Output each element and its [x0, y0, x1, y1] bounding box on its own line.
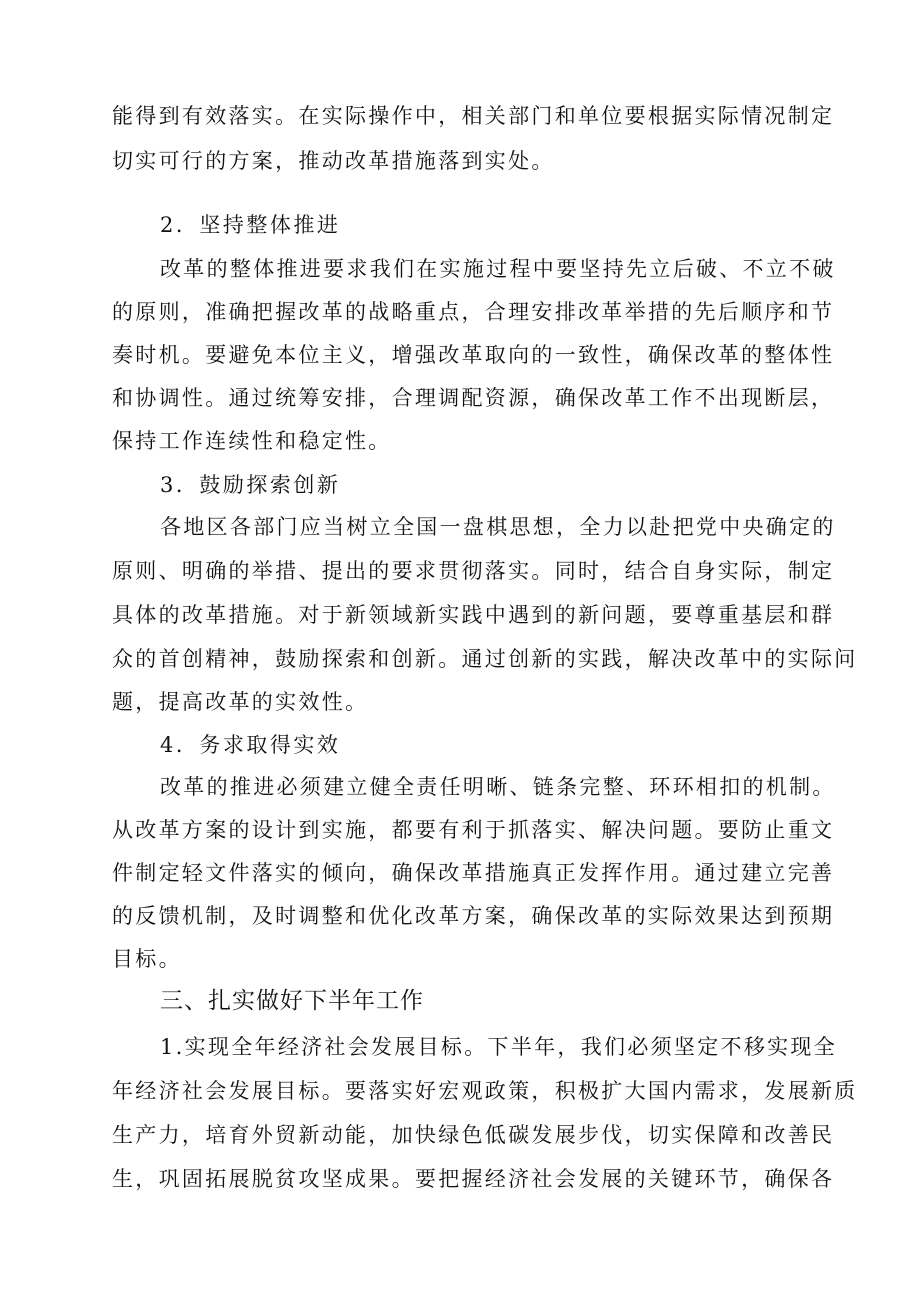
- paragraph-line: 奏时机。要避免本位主义，增强改革取向的一致性，确保改革的整体性: [112, 343, 835, 367]
- paragraph-line: 目标。: [112, 947, 182, 971]
- paragraph-line: 的反馈机制，及时调整和优化改革方案，确保改革的实际效果达到预期: [112, 904, 835, 928]
- subheading-3: 3．鼓励探索创新: [160, 473, 341, 497]
- paragraph-line: 件制定轻文件落实的倾向，确保改革措施真正发挥作用。通过建立完善: [112, 861, 835, 885]
- paragraph-line: 众的首创精神，鼓励探索和创新。通过创新的实践，解决改革中的实际问: [112, 647, 858, 671]
- paragraph-line: 年经济社会发展目标。要落实好宏观政策，积极扩大国内需求，发展新质: [112, 1079, 858, 1103]
- paragraph-line: 1.实现全年经济社会发展目标。下半年，我们必须坚定不移实现全: [160, 1035, 838, 1059]
- paragraph-line: 具体的改革措施。对于新领域新实践中遇到的新问题，要尊重基层和群: [112, 603, 835, 627]
- paragraph-line: 改革的整体推进要求我们在实施过程中要坚持先立后破、不立不破: [160, 257, 836, 281]
- paragraph-line: 和协调性。通过统筹安排，合理调配资源，确保改革工作不出现断层，: [112, 386, 835, 410]
- subheading-2: 2．坚持整体推进: [160, 213, 341, 237]
- subheading-4: 4．务求取得实效: [160, 733, 341, 757]
- paragraph-line: 生产力，培育外贸新动能，加快绿色低碳发展步伐，切实保障和改善民: [112, 1123, 835, 1147]
- paragraph-line: 保持工作连续性和稳定性。: [112, 429, 392, 453]
- paragraph-line: 的原则，准确把握改革的战略重点，合理安排改革举措的先后顺序和节: [112, 300, 835, 324]
- paragraph-line: 生，巩固拓展脱贫攻坚成果。要把握经济社会发展的关键环节，确保各: [112, 1167, 835, 1191]
- paragraph-line: 改革的推进必须建立健全责任明晰、链条完整、环环相扣的机制。: [160, 775, 836, 799]
- paragraph-line: 切实可行的方案，推动改革措施落到实处。: [112, 149, 555, 173]
- section-title: 三、扎实做好下半年工作: [160, 988, 424, 1014]
- paragraph-line: 从改革方案的设计到实施，都要有利于抓落实、解决问题。要防止重文: [112, 818, 835, 842]
- paragraph-line: 能得到有效落实。在实际操作中，相关部门和单位要根据实际情况制定: [112, 104, 835, 128]
- paragraph-line: 原则、明确的举措、提出的要求贯彻落实。同时，结合自身实际，制定: [112, 559, 835, 583]
- paragraph-line: 题，提高改革的实效性。: [112, 690, 369, 714]
- paragraph-line: 各地区各部门应当树立全国一盘棋思想，全力以赴把党中央确定的: [160, 515, 836, 539]
